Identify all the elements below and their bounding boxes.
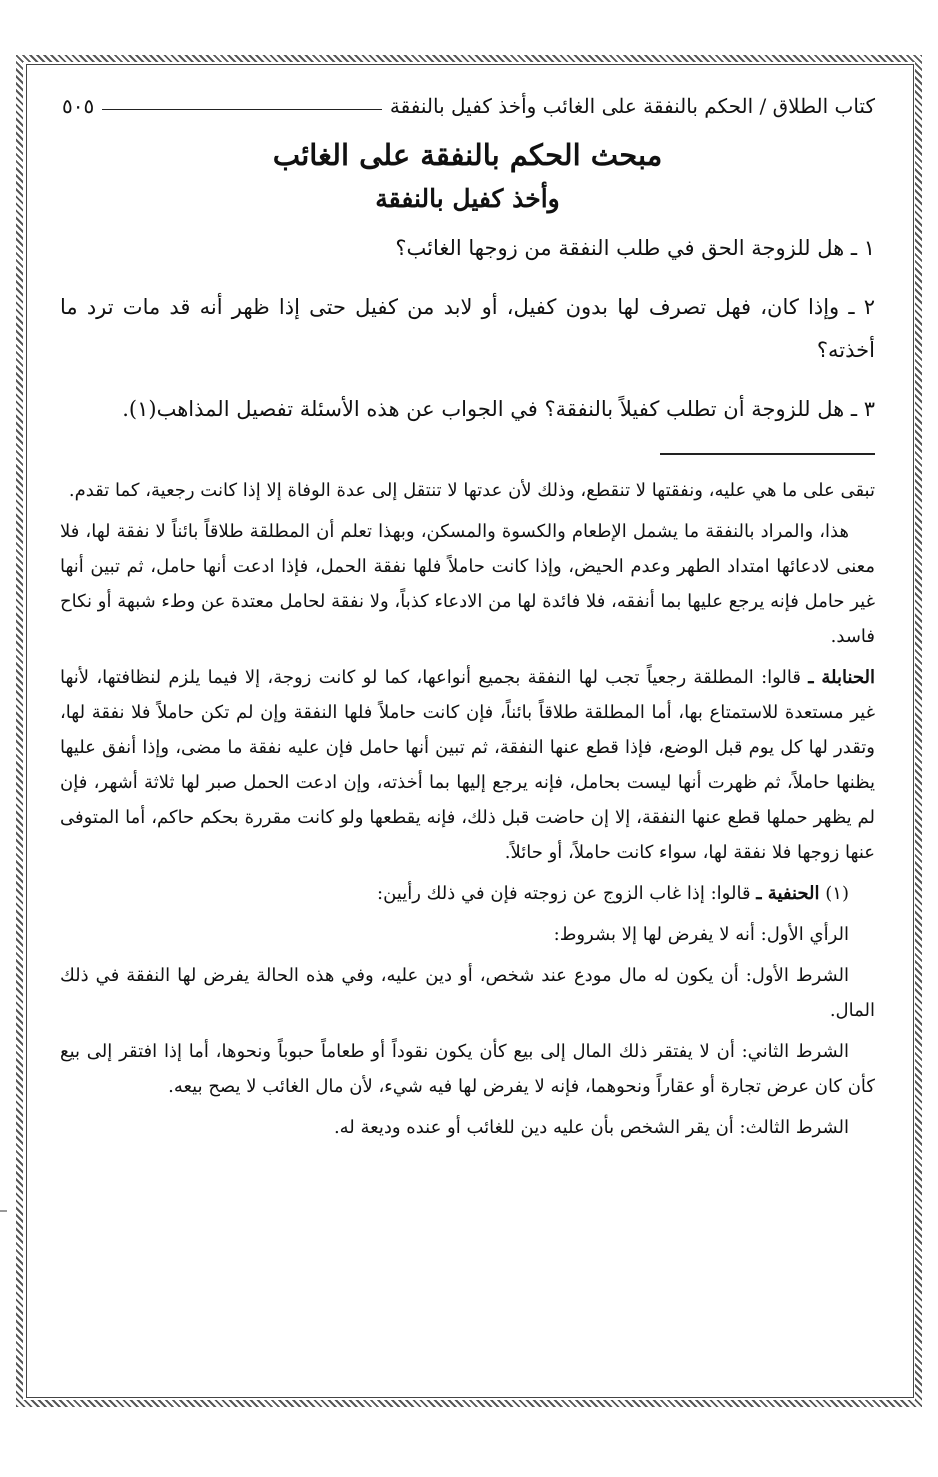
running-header: [60, 86, 875, 126]
question-1: ١ ـ هل للزوجة الحق في طلب النفقة من زوجها الغائب؟: [395, 236, 875, 260]
footnote-text: الشرط الأول: أن يكون له مال مودع عند شخص، أو دين عليه، وفي هذه الحالة يفرض لها النفقة في ذلك المال.: [60, 965, 875, 1021]
question-3: ٣ ـ هل للزوجة أن تطلب كفيلاً بالنفقة؟ في الجواب عن هذه الأسئلة تفصيل المذاهب(١).: [122, 397, 875, 421]
footnote-paragraph-6: [60, 958, 875, 1028]
footnote-paragraph-5: [60, 917, 875, 952]
footnote-paragraph-8: [60, 1110, 875, 1145]
question-2: ٢ ـ وإذا كان، فهل تصرف لها بدون كفيل، أو لابد من كفيل حتى إذا ظهر أنه قد مات ترد ما أخذته؟: [60, 295, 875, 362]
section-title: مبحث الحكم بالنفقة على الغائب: [272, 138, 663, 172]
header-rule: [102, 109, 382, 110]
book-page: [60, 86, 875, 1386]
footnote-paragraph-4: [60, 876, 875, 911]
footnote-paragraph-3: [60, 660, 875, 870]
header-title: كتاب الطلاق / الحكم بالنفقة على الغائب وأخذ كفيل بالنفقة: [389, 94, 875, 118]
page-number: ٥٠٥: [62, 94, 95, 118]
section-subtitle: وأخذ كفيل بالنفقة: [375, 184, 560, 213]
footnote-text: قالوا: إذا غاب الزوج عن زوجته فإن في ذلك رأيين:: [377, 883, 757, 904]
footnote-paragraph-7: [60, 1034, 875, 1104]
footnote-text: الرأي الأول: أنه لا يفرض لها إلا بشروط:: [553, 924, 849, 945]
footnote-text: هذا، والمراد بالنفقة ما يشمل الإطعام والكسوة والمسكن، وبهذا تعلم أن المطلقة طلاقاً بائناً لا نفقة لها، فلا معنى لادعائها امتداد الطهر وعدم الحيض، وإذا كانت حاملاً فلها نفقة الحمل، فإذا ادعت أنها حامل، ثم تبين أنها غير حامل فإنه يرجع عليها بما أنفقه، فلا فائدة لها من الادعاء كذباً، ولا نفقة لحامل معتدة عن وطء شبهة أو نكاح فاسد.: [60, 521, 875, 647]
footnote-separator: [660, 453, 875, 455]
school-label: الحنفية ـ: [756, 883, 820, 904]
footnote-text: الشرط الثاني: أن لا يفتقر ذلك المال إلى بيع كأن يكون نقوداً أو طعاماً حبوباً ونحوها، أما إذا افتقر إلى بيع كأن كان عرض تجارة أو عقاراً ونحوهما، فإنه لا يفرض لها فيه شيء، لأن مال الغائب لا يصح بيعه.: [60, 1041, 875, 1097]
margin-mark: [0, 1210, 7, 1212]
footnote-text: الشرط الثالث: أن يقر الشخص بأن عليه دين للغائب أو عنده وديعة له.: [333, 1117, 849, 1138]
school-label: الحنابلة ـ: [808, 667, 876, 688]
footnote-number: (١): [825, 883, 849, 904]
footnote-text: قالوا: المطلقة رجعياً تجب لها النفقة بجميع أنواعها، كما لو كانت زوجة، إلا فيما يلزم لنظافتها، لأنها غير مستعدة للاستمتاع بها، أما المطلقة طلاقاً بائناً، فإن كانت حاملاً فلها النفقة وإن لم تكن حاملاً فلا نفقة لها، وتقدر لها كل يوم قبل الوضع، فإذا قطع عنها النفقة، ثم تبين أنها حامل فإن عليه نفقة ما مضى، وإذا أنفق عليها يظنها حاملاً، ثم ظهرت أنها ليست بحامل، فإنه يرجع إليها بما أخذته، وإن ادعت الحمل صبر لها ثلاثة أشهر، فإن لم يظهر حملها قطع عنها النفقة، إلا إن حاضت قبل ذلك، فإنه يقطعها ولو كانت مقررة بحكم حاكم، أما المتوفى عنها زوجها فلا نفقة لها، سواء كانت حاملاً، أو حائلاً.: [60, 667, 875, 863]
footnote-paragraph-1: تبقى على ما هي عليه، ونفقتها لا تنقطع، وذلك لأن عدتها لا تنتقل إلى عدة الوفاة إلا إذا كانت رجعية، كما تقدم.: [68, 480, 875, 501]
footnote-paragraph-2: [60, 514, 875, 654]
